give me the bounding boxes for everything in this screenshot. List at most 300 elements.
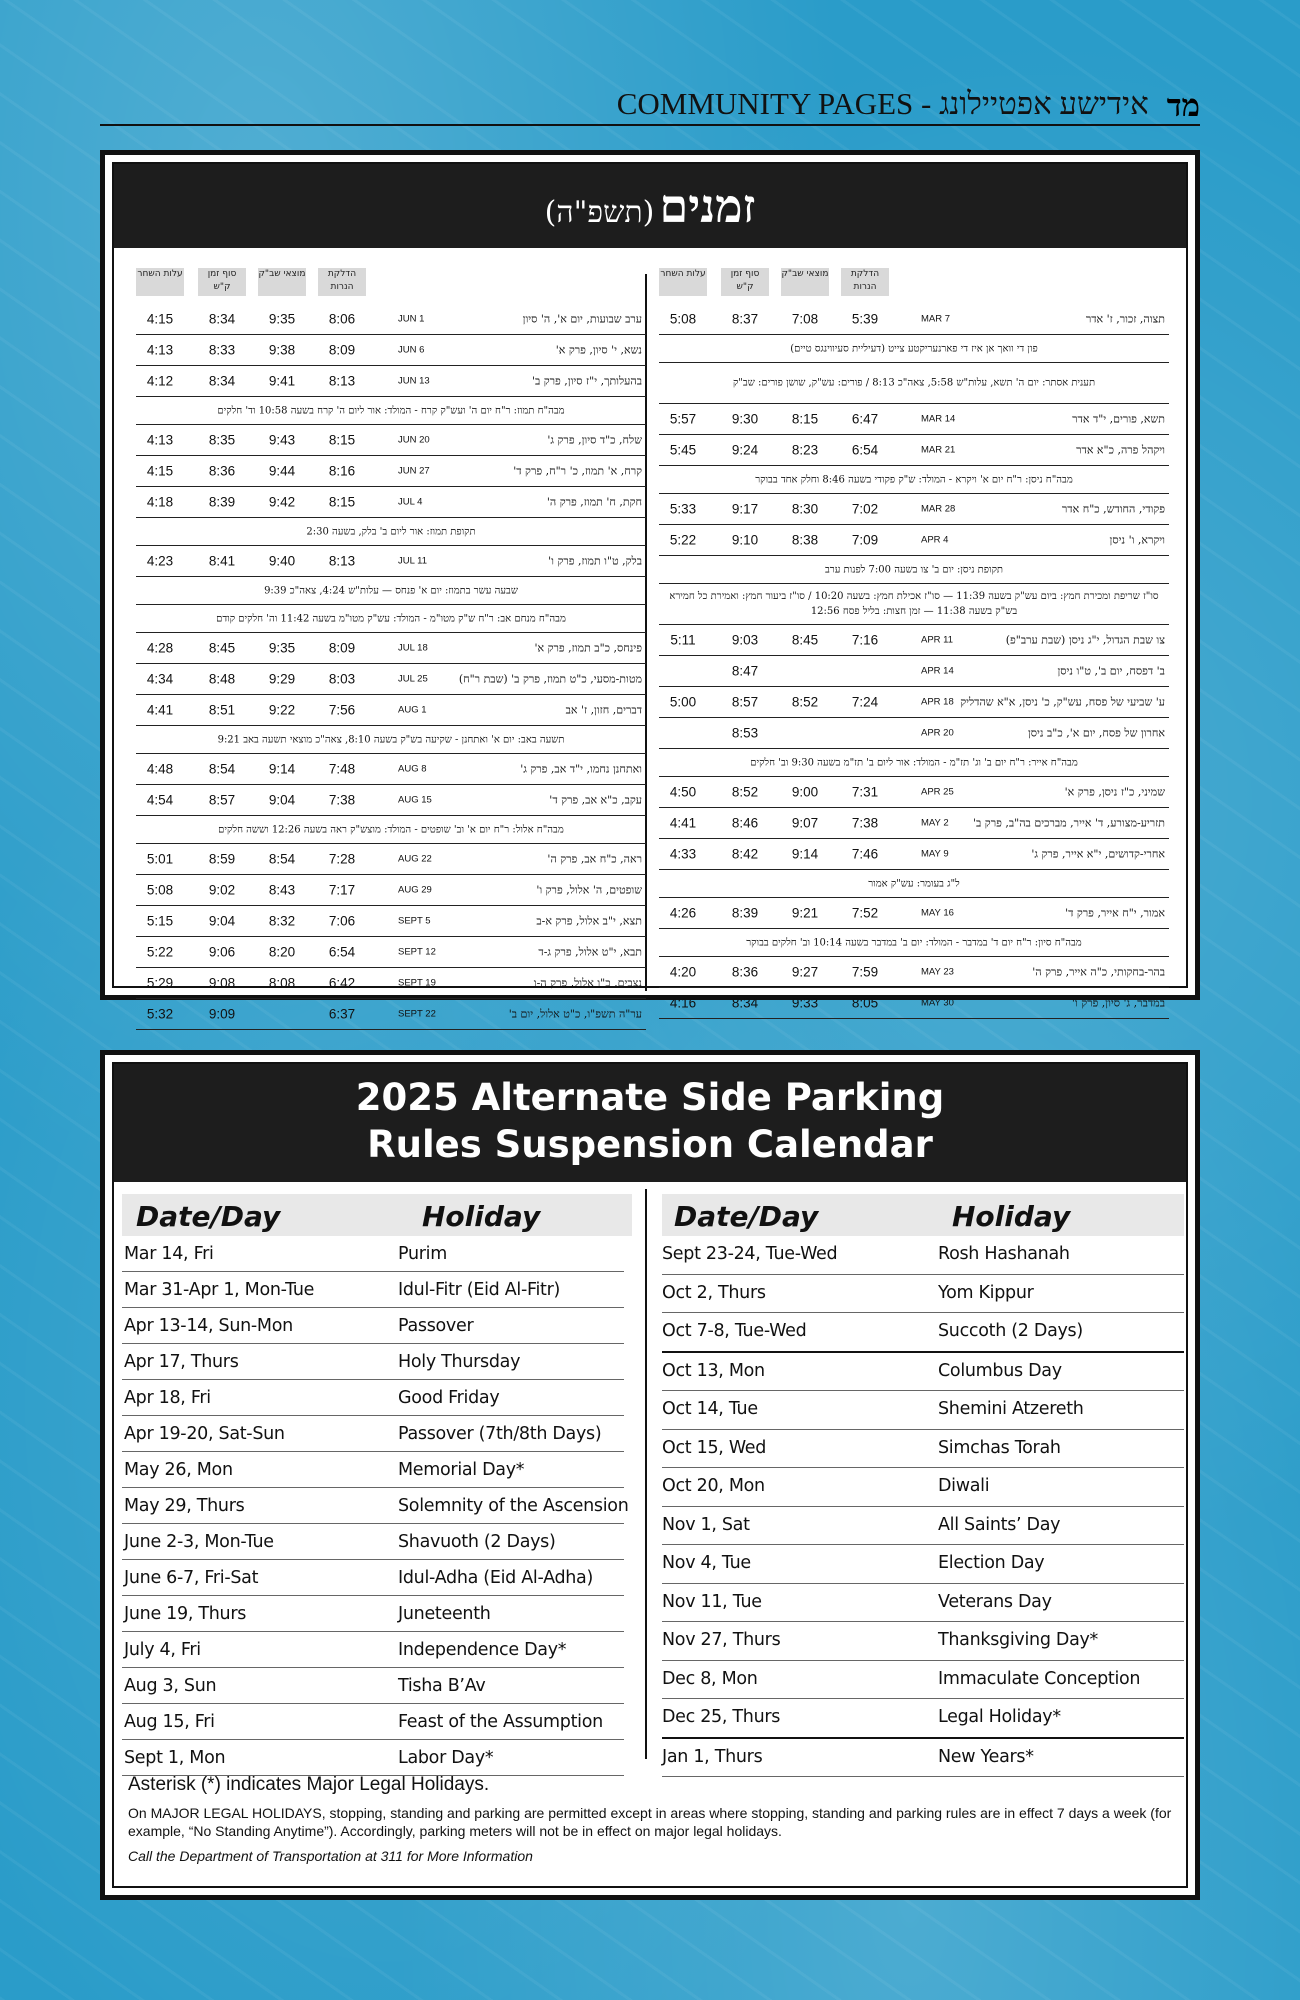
zmanim-row <box>136 664 646 695</box>
zmanim-date: APR 20 <box>921 727 954 739</box>
motzei-shabbos-time: 9:33 <box>791 995 819 1011</box>
zmanim-row <box>659 525 1169 556</box>
candle-lighting-time: 6:42 <box>328 975 356 991</box>
shema-time: 9:06 <box>208 944 236 960</box>
zmanim-note: מבה"ח אלול: ר"ח יום א' וב' שופטים - המולד: מוצש"ק ראה בשעה 12:26 וששה חלקים <box>218 824 564 835</box>
zmanim-note-row <box>659 556 1169 584</box>
zmanim-note-row <box>659 363 1169 404</box>
zmanim-note: סו"ז שריפת ומכירת חמץ: ביום עש"ק בשעה 11:39 — סו"ז אכילת חמץ: בשעה 10:20 / סו"ז ביעור חמץ: ואמירת כל חמירא בש"ק בשעה 11:38 — זמן חצות: בליל פסח 12:56 <box>669 591 1159 617</box>
shema-time: 8:37 <box>731 311 759 327</box>
candle-lighting-time: 7:59 <box>851 964 879 980</box>
parking-row <box>122 1704 624 1740</box>
alos-time: 4:50 <box>669 784 697 800</box>
holiday-name: Shemini Atzereth <box>938 1399 1084 1419</box>
zmanim-note: מבה"ח סיון: ר"ח יום ד' במדבר - המולד: יום ב' במדבר בשעה 10:14 וב' חלקים בבוקר <box>746 937 1082 948</box>
zmanim-date: JUL 4 <box>398 496 423 508</box>
shema-time: 8:34 <box>208 311 236 327</box>
zmanim-note-row <box>659 335 1169 363</box>
holiday-name: Election Day <box>938 1553 1045 1573</box>
parking-title-line2: Rules Suspension Calendar <box>367 1123 933 1166</box>
parking-row <box>122 1488 629 1524</box>
alos-time: 4:13 <box>146 432 174 448</box>
candle-lighting-time: 6:47 <box>851 411 879 427</box>
parsha-name: תשא, פורים, י"ד אדר <box>1072 412 1165 426</box>
motzei-shabbos-time: 9:40 <box>268 553 296 569</box>
shema-time: 8:57 <box>208 792 236 808</box>
candle-lighting-time: 8:06 <box>328 311 356 327</box>
shema-time: 8:41 <box>208 553 236 569</box>
shema-time: 8:53 <box>731 725 759 741</box>
candle-lighting-time: 7:16 <box>851 632 879 648</box>
motzei-shabbos-time: 9:42 <box>268 494 296 510</box>
zmanim-note: ל"ג בעומר: עש"ק אמור <box>868 878 960 889</box>
parsha-name: חקת, ח' תמוז, פרק ה' <box>546 495 642 509</box>
parsha-name: תצוה, זכור, ז' אדר <box>1085 312 1165 326</box>
alos-time: 5:11 <box>670 632 696 648</box>
holiday-name: Holy Thursday <box>398 1352 521 1372</box>
parking-row <box>662 1275 1184 1314</box>
zmanim-note-row <box>659 466 1169 494</box>
zmanim-date: AUG 22 <box>398 853 432 865</box>
parsha-name: אחרי-קדושים, י"א אייר, פרק ג' <box>1031 847 1165 861</box>
header-shema: סוף זמן ק"ש <box>721 268 769 296</box>
motzei-shabbos-time: 8:15 <box>791 411 819 427</box>
zmanim-row <box>659 777 1169 808</box>
shema-time: 8:54 <box>208 761 236 777</box>
candle-lighting-time: 6:54 <box>328 944 356 960</box>
date-day: Oct 13, Mon <box>662 1360 765 1381</box>
holiday-name: Memorial Day* <box>398 1460 525 1480</box>
parking-row <box>122 1308 624 1344</box>
parking-column-headers <box>122 1194 632 1236</box>
zmanim-row <box>659 494 1169 525</box>
zmanim-note: מבה"ח תמוז: ר"ח יום ה' ועש"ק קרח - המולד: אור ליום ה' קרח בשעה 10:58 וד' חלקים <box>217 405 565 416</box>
alos-time: 5:22 <box>669 532 697 548</box>
holiday-name: Passover <box>398 1316 474 1336</box>
zmanim-note-row <box>659 929 1169 957</box>
alos-time: 4:15 <box>146 463 174 479</box>
parking-row <box>662 1545 1184 1584</box>
alos-time: 4:33 <box>669 846 697 862</box>
parsha-name: אמור, י"ח אייר, פרק ד' <box>1065 906 1165 920</box>
parking-column-left <box>122 1194 632 1776</box>
shema-time: 8:33 <box>208 342 236 358</box>
zmanim-column-summer <box>136 264 646 1030</box>
zmanim-row <box>136 546 646 577</box>
zmanim-title-main: זמנים <box>659 179 756 233</box>
motzei-shabbos-time: 9:29 <box>268 671 296 687</box>
date-day: Apr 18, Fri <box>124 1388 211 1408</box>
candle-lighting-time: 7:31 <box>851 784 879 800</box>
zmanim-row <box>136 695 646 726</box>
candle-lighting-time: 6:54 <box>851 442 879 458</box>
holiday-name: Solemnity of the Ascension <box>398 1496 629 1516</box>
header-candles: הדלקת הנרות <box>841 268 889 296</box>
zmanim-row <box>136 487 646 518</box>
parking-row <box>122 1524 624 1560</box>
alos-time: 4:48 <box>146 761 174 777</box>
alos-time: 4:28 <box>146 640 174 656</box>
zmanim-note: תקופת ניסן: יום ב' צו בשעה 7:00 לפנות ערב <box>824 564 1004 575</box>
zmanim-column-headers <box>659 264 1169 304</box>
parsha-name: אחרון של פסח, יום א', כ"ב ניסן <box>1027 726 1165 740</box>
parsha-name: שמיני, כ"ז ניסן, פרק א' <box>1064 785 1165 799</box>
alos-time: 5:15 <box>146 913 174 929</box>
shema-time: 8:35 <box>208 432 236 448</box>
zmanim-row <box>659 625 1169 656</box>
parking-row <box>122 1344 624 1380</box>
shema-time: 9:24 <box>731 442 759 458</box>
candle-lighting-time: 8:09 <box>328 640 356 656</box>
parking-row <box>122 1236 624 1272</box>
zmanim-row <box>659 808 1169 839</box>
shema-time: 9:30 <box>731 411 759 427</box>
zmanim-note: שבעה עשר בתמוז: יום א' פנחס — עלות"ש 4:24, צאה"כ 9:39 <box>264 585 518 596</box>
zmanim-note: מבה"ח מנחם אב: ר"ח ש"ק מטו"מ - המולד: עש"ק מטו"מ בשעה 11:42 וה' חלקים קודם <box>216 613 566 624</box>
parking-row <box>122 1668 624 1704</box>
alos-time: 4:34 <box>146 671 174 687</box>
motzei-shabbos-time: 9:00 <box>791 784 819 800</box>
header-motzei: מוצאי שב"ק <box>781 268 829 296</box>
holiday-name: Shavuoth (2 Days) <box>398 1532 556 1552</box>
date-day: July 4, Fri <box>124 1640 201 1660</box>
shema-time: 9:03 <box>731 632 759 648</box>
parking-row <box>662 1353 1184 1392</box>
alos-time: 5:22 <box>146 944 174 960</box>
zmanim-column-spring <box>659 264 1169 1019</box>
zmanim-date: APR 4 <box>921 534 949 546</box>
zmanim-date: JUN 13 <box>398 375 430 387</box>
zmanim-date: SEPT 22 <box>398 1008 436 1020</box>
candle-lighting-time: 8:13 <box>328 553 356 569</box>
candle-lighting-time: 6:37 <box>328 1006 356 1022</box>
zmanim-date: MAY 2 <box>921 817 949 829</box>
zmanim-note: מבה"ח אייר: ר"ח יום ב' וג' תז"מ - המולד: אור ליום ב' תז"מ בשעה 9:30 וב' חלקים <box>750 757 1078 768</box>
parking-row <box>662 1622 1184 1661</box>
alos-time: 5:32 <box>146 1006 174 1022</box>
date-day: Sept 1, Mon <box>124 1748 226 1768</box>
zmanim-row <box>659 957 1169 988</box>
parsha-name: במדבר, ג' סיון, פרק ו' <box>1071 996 1165 1010</box>
motzei-shabbos-time: 9:35 <box>268 640 296 656</box>
alos-time: 4:12 <box>146 373 174 389</box>
motzei-shabbos-time: 8:30 <box>791 501 819 517</box>
holiday-name: Idul-Adha (Eid Al-Adha) <box>398 1568 593 1588</box>
zmanim-date: SEPT 5 <box>398 915 431 927</box>
header-title: COMMUNITY PAGES - אידישע אפטיילונג <box>616 86 1149 121</box>
parking-row <box>662 1739 1184 1778</box>
dot-contact-note: Call the Department of Transportation at 311 for More Information <box>128 1848 533 1864</box>
shema-time: 9:08 <box>208 975 236 991</box>
zmanim-date: AUG 8 <box>398 763 427 775</box>
zmanim-date: AUG 29 <box>398 884 432 896</box>
parking-row <box>122 1632 624 1668</box>
parsha-name: ויקהל פרה, כ"א אדר <box>1076 443 1165 457</box>
parsha-name: תצא, י"ב אלול, פרק א-ב <box>536 914 642 928</box>
shema-time: 9:02 <box>208 882 236 898</box>
candle-lighting-time: 7:46 <box>851 846 879 862</box>
holiday-name: All Saints’ Day <box>938 1514 1061 1535</box>
zmanim-row <box>659 656 1169 687</box>
motzei-shabbos-time: 9:14 <box>791 846 819 862</box>
zmanim-row <box>136 785 646 816</box>
date-day: Nov 11, Tue <box>662 1591 762 1612</box>
page-number: מד <box>1166 88 1200 123</box>
motzei-shabbos-time: 9:44 <box>268 463 296 479</box>
zmanim-date: MAY 9 <box>921 848 949 860</box>
header-date-day: Date/Day <box>136 1200 281 1233</box>
zmanim-row <box>136 335 646 366</box>
parsha-name: ערב שבועות, יום א', ה' סיון <box>522 312 642 326</box>
parking-row <box>122 1380 624 1416</box>
shema-time: 8:34 <box>731 995 759 1011</box>
holiday-name: Diwali <box>938 1476 990 1496</box>
holiday-name: Passover (7th/8th Days) <box>398 1424 602 1444</box>
parking-title <box>114 1064 1186 1182</box>
shema-time: 9:17 <box>731 501 759 517</box>
zmanim-date: APR 25 <box>921 786 954 798</box>
holiday-name: Simchas Torah <box>938 1437 1061 1458</box>
zmanim-note-row <box>136 726 646 754</box>
parking-title-line1: 2025 Alternate Side Parking <box>355 1076 945 1119</box>
parsha-name: פינחס, כ"ב תמוז, פרק א' <box>534 641 642 655</box>
alos-time: 5:45 <box>669 442 697 458</box>
date-day: Apr 17, Thurs <box>124 1352 239 1372</box>
zmanim-date: AUG 15 <box>398 794 432 806</box>
parking-row <box>122 1416 624 1452</box>
candle-lighting-time: 8:09 <box>328 342 356 358</box>
zmanim-row <box>136 425 646 456</box>
holiday-name: Immaculate Conception <box>938 1668 1141 1689</box>
motzei-shabbos-time: 9:22 <box>268 702 296 718</box>
zmanim-row <box>659 988 1169 1019</box>
date-day: Oct 14, Tue <box>662 1399 758 1419</box>
holiday-name: Purim <box>398 1244 447 1264</box>
zmanim-row <box>136 906 646 937</box>
parsha-name: ב' דפסח, יום ב', ט"ו ניסן <box>1057 664 1165 678</box>
shema-time: 8:47 <box>731 663 759 679</box>
candle-lighting-time: 7:17 <box>328 882 356 898</box>
header-holiday: Holiday <box>422 1200 541 1233</box>
header-alos: עלות השחר <box>659 268 707 296</box>
zmanim-row <box>136 754 646 785</box>
parking-row <box>122 1596 624 1632</box>
shema-time: 8:48 <box>208 671 236 687</box>
candle-lighting-time: 8:03 <box>328 671 356 687</box>
candle-lighting-time: 7:09 <box>851 532 879 548</box>
alos-time: 5:33 <box>669 501 697 517</box>
motzei-shabbos-time: 9:35 <box>268 311 296 327</box>
zmanim-row <box>659 718 1169 749</box>
parking-row <box>662 1236 1184 1275</box>
shema-time: 9:09 <box>208 1006 236 1022</box>
header-candles: הדלקת הנרות <box>318 268 366 296</box>
motzei-shabbos-time: 9:27 <box>791 964 819 980</box>
zmanim-date: JUN 1 <box>398 313 425 325</box>
holiday-name: Thanksgiving Day* <box>938 1630 1099 1650</box>
header-shema: סוף זמן ק"ש <box>198 268 246 296</box>
zmanim-date: SEPT 19 <box>398 977 436 989</box>
zmanim-row <box>136 366 646 397</box>
zmanim-note: תענית אסתר: יום ה' תשא, עלות"ש 5:58, צאה"כ 8:13 / פורים: עש"ק, שושן פורים: שב"ק <box>732 377 1096 389</box>
shema-time: 8:36 <box>208 463 236 479</box>
alos-time: 4:23 <box>146 553 174 569</box>
alos-time: 5:08 <box>669 311 697 327</box>
header-holiday: Holiday <box>952 1200 1071 1233</box>
parking-column-headers <box>662 1194 1184 1236</box>
zmanim-row <box>136 937 646 968</box>
parsha-name: פקודי, החודש, כ"ח אדר <box>1061 502 1165 516</box>
zmanim-date: MAR 14 <box>921 413 956 425</box>
parking-panel <box>100 1050 1200 1900</box>
parsha-name: צו שבת הגדול, י"ג ניסן (שבת ערב"פ) <box>1005 633 1165 647</box>
holiday-name: Legal Holiday* <box>938 1707 1061 1727</box>
zmanim-row <box>136 999 646 1030</box>
motzei-shabbos-time: 9:38 <box>268 342 296 358</box>
candle-lighting-time: 8:16 <box>328 463 356 479</box>
date-day: Jan 1, Thurs <box>662 1746 763 1767</box>
zmanim-row <box>136 456 646 487</box>
parsha-name: נשא, י' סיון, פרק א' <box>555 343 642 357</box>
zmanim-note-row <box>136 816 646 844</box>
zmanim-date: SEPT 12 <box>398 946 436 958</box>
parsha-name: תבא, י"ט אלול, פרק ג-ד <box>538 945 642 959</box>
shema-time: 8:39 <box>731 905 759 921</box>
alos-time: 5:57 <box>669 411 697 427</box>
parking-notes <box>128 1774 1172 1864</box>
date-day: Aug 3, Sun <box>124 1676 217 1696</box>
parking-row <box>662 1430 1184 1469</box>
zmanim-panel <box>100 150 1200 1022</box>
zmanim-note: פון די וואך אן איז די פארנעריקטע צייט (דעיליית סעיווינגס טיים) <box>790 343 1038 354</box>
motzei-shabbos-time: 8:38 <box>791 532 819 548</box>
header-date-day: Date/Day <box>674 1200 819 1233</box>
candle-lighting-time: 7:02 <box>851 501 879 517</box>
zmanim-title <box>114 164 1186 248</box>
holiday-name: Rosh Hashanah <box>938 1244 1070 1264</box>
date-day: Nov 4, Tue <box>662 1553 751 1573</box>
shema-time: 8:52 <box>731 784 759 800</box>
candle-lighting-time: 7:24 <box>851 694 879 710</box>
shema-time: 9:04 <box>208 913 236 929</box>
header-motzei: מוצאי שב"ק <box>258 268 306 296</box>
alos-time: 5:29 <box>146 975 174 991</box>
date-day: May 26, Mon <box>124 1460 233 1480</box>
holiday-name: Columbus Day <box>938 1360 1062 1381</box>
zmanim-column-headers <box>136 264 646 304</box>
zmanim-note-row <box>136 518 646 546</box>
shema-time: 8:59 <box>208 851 236 867</box>
page-header <box>100 86 1200 126</box>
shema-time: 8:42 <box>731 846 759 862</box>
alos-time: 4:20 <box>669 964 697 980</box>
holiday-name: Independence Day* <box>398 1640 567 1660</box>
date-day: Nov 1, Sat <box>662 1514 750 1535</box>
alos-time: 4:54 <box>146 792 174 808</box>
holiday-name: Idul-Fitr (Eid Al-Fitr) <box>398 1280 561 1300</box>
motzei-shabbos-time: 8:08 <box>268 975 296 991</box>
shema-time: 8:39 <box>208 494 236 510</box>
zmanim-row <box>659 898 1169 929</box>
alos-time: 5:01 <box>146 851 174 867</box>
parking-row <box>662 1391 1184 1430</box>
shema-time: 8:45 <box>208 640 236 656</box>
zmanim-date: JUL 18 <box>398 642 428 654</box>
parking-row <box>662 1507 1184 1546</box>
date-day: June 2-3, Mon-Tue <box>124 1532 274 1552</box>
zmanim-note: מבה"ח ניסן: ר"ח יום א' ויקרא - המולד: ש"ק פקודי בשעה 8:46 וחלק אחד בבוקר <box>755 474 1073 485</box>
zmanim-row <box>136 968 646 999</box>
candle-lighting-time: 7:28 <box>328 851 356 867</box>
parking-row <box>122 1272 624 1308</box>
parking-row <box>662 1699 1184 1739</box>
holiday-name: Juneteenth <box>398 1604 491 1624</box>
zmanim-date: APR 18 <box>921 696 954 708</box>
motzei-shabbos-time: 8:52 <box>791 694 819 710</box>
candle-lighting-time: 7:56 <box>328 702 356 718</box>
motzei-shabbos-time: 9:43 <box>268 432 296 448</box>
zmanim-row <box>136 304 646 335</box>
parsha-name: בהעלותך, י"ז סיון, פרק ב' <box>531 374 642 388</box>
motzei-shabbos-time: 9:07 <box>791 815 819 831</box>
parsha-name: ע' שביעי של פסח, עש"ק, כ' ניסן, א"א שהדליק <box>960 695 1165 709</box>
zmanim-note: תשעה באב: יום א' ואתחנן - שקיעה בש"ק בשעה 8:10, צאה"כ מוצאי תשעה באב 9:21 <box>217 734 565 745</box>
zmanim-note-row <box>659 870 1169 898</box>
zmanim-note-row <box>136 397 646 425</box>
zmanim-note-row <box>659 584 1169 625</box>
date-day: June 6-7, Fri-Sat <box>124 1568 259 1588</box>
parsha-name: ויקרא, ו' ניסן <box>1109 533 1165 547</box>
parking-row <box>122 1452 624 1488</box>
parking-row <box>662 1468 1184 1507</box>
shema-time: 8:57 <box>731 694 759 710</box>
shema-time: 9:10 <box>731 532 759 548</box>
motzei-shabbos-time: 8:45 <box>791 632 819 648</box>
motzei-shabbos-time: 8:20 <box>268 944 296 960</box>
holiday-name: Succoth (2 Days) <box>938 1321 1083 1341</box>
shema-time: 8:34 <box>208 373 236 389</box>
zmanim-note-row <box>136 605 646 633</box>
zmanim-date: JUL 11 <box>398 555 428 567</box>
holiday-name: Feast of the Assumption <box>398 1712 603 1732</box>
date-day: Mar 31-Apr 1, Mon-Tue <box>124 1280 315 1300</box>
holiday-name: Yom Kippur <box>938 1282 1034 1303</box>
zmanim-date: MAY 23 <box>921 966 954 978</box>
motzei-shabbos-time: 9:04 <box>268 792 296 808</box>
date-day: Nov 27, Thurs <box>662 1630 781 1650</box>
parsha-name: מטות-מסעי, כ"ט תמוז, פרק ב' (שבת ר"ח) <box>458 672 642 686</box>
date-day: Oct 2, Thurs <box>662 1282 766 1303</box>
zmanim-row <box>659 304 1169 335</box>
zmanim-date: AUG 1 <box>398 704 427 716</box>
alos-time: 4:13 <box>146 342 174 358</box>
zmanim-note-row <box>659 749 1169 777</box>
parking-row <box>662 1661 1184 1700</box>
zmanim-row <box>136 633 646 664</box>
zmanim-date: MAR 21 <box>921 444 956 456</box>
motzei-shabbos-time: 8:23 <box>791 442 819 458</box>
motzei-shabbos-time: 8:43 <box>268 882 296 898</box>
holiday-name: Good Friday <box>398 1388 500 1408</box>
motzei-shabbos-time: 7:08 <box>791 311 819 327</box>
date-day: May 29, Thurs <box>124 1496 245 1516</box>
parsha-name: שופטים, ה' אלול, פרק ו' <box>536 883 642 897</box>
motzei-shabbos-time: 8:32 <box>268 913 296 929</box>
parsha-name: ראה, כ"ח אב, פרק ה' <box>547 852 642 866</box>
candle-lighting-time: 8:05 <box>851 995 879 1011</box>
zmanim-date: MAY 16 <box>921 907 954 919</box>
holiday-name: Tisha B’Av <box>398 1676 486 1696</box>
